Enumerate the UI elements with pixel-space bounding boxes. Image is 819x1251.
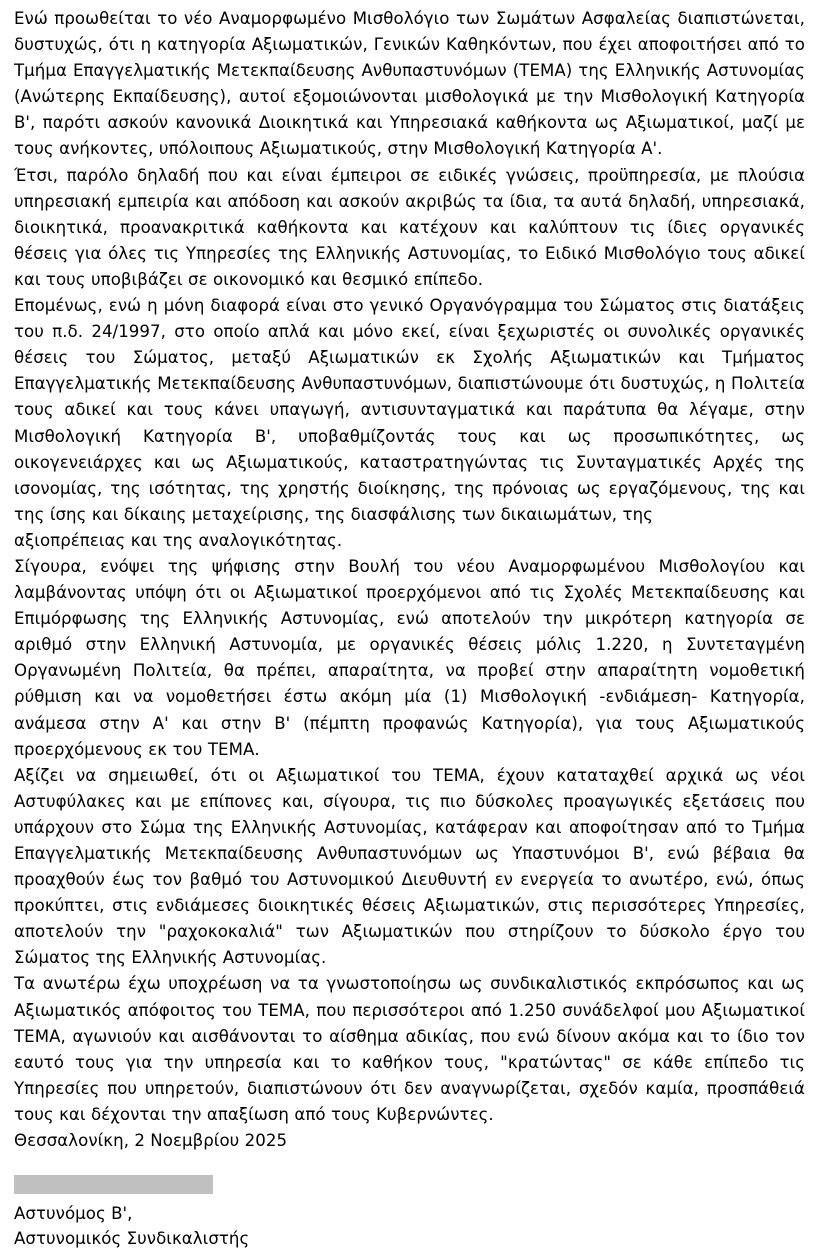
redacted-name-bar — [14, 1175, 213, 1194]
paragraph-2: Έτσι, παρόλο δηλαδή που και είναι έμπειροι σε ειδικές γνώσεις, προϋπηρεσία, με πλούσια υπηρεσιακή εμπειρία και απόδοση και ασκούν ακριβώς τα ίδια, τα αυτά δηλαδή, υπηρεσιακά, διοικητικά, προανακριτικά καθήκοντα και κατέχουν και καλύπτουν τις ίδιες οργανικές θέσεις για όλες τις Υπηρεσίες της Ελληνικής Αστυνομίας, το Ειδικό Μισθολόγιο τους αδικεί και τους υποβιβάζει σε οικονομικό και θεσμικό επίπεδο. — [14, 165, 805, 289]
signature-title-line-1: Αστυνόμος Β', — [14, 1204, 133, 1224]
paragraph-5: Αξίζει να σημειωθεί, ότι οι Αξιωματικοί του ΤΕΜΑ, έχουν καταταχθεί αρχικά ως νέοι Αστυφύλακες και με επίπονες και, σίγουρα, τις πιο δύσκολες προαγωγικές εξετάσεις που υπάρχουν στο Σώμα της Ελληνικής Αστυνομίας, κατάφεραν και αποφοίτησαν από το Τμήμα Επαγγελματικής Μετεκπαίδευσης Ανθυπαστυνόμων ως Υπαστυνόμοι Β', ενώ βέβαια θα προαχθούν έως τον βαθμό του Αστυνομικού Διευθυντή εν ενεργεία το ανωτέρο, ενώ, όπως προκύπτει, στις ενδιάμεσες διοικητικές θέσεις Αξιωματικών, στις περισσότερες Υπηρεσίες, αποτελούν την "ραχοκοκαλιά" των Αξιωματικών που στηρίζουν το δύσκολο έργο του Σώματος της Ελληνικής Αστυνομίας. — [14, 765, 805, 968]
paragraph-3 — [14, 293, 805, 554]
paragraph-3-body: Επομένως, ενώ η μόνη διαφορά είναι στο γενικό Οργανόγραμμα του Σώματος στις διατάξεις του π.δ. 24/1997, στο οποίο απλά και μόνο εκεί, είναι ξεχωριστές οι συνολικές οργανικές θέσεις του Σώματος, μεταξύ Αξιωματικών εκ Σχολής Αξιωματικών και Τμήματος Επαγγελματικής Μετεκπαίδευσης Ανθυπαστυνόμων, διαπιστώνουμε ότι δυστυχώς, η Πολιτεία τους αδικεί και τους κάνει υπαγωγή, αντισυνταγματικά και παράτυπα θα λέγαμε, στην Μισθολογική Κατηγορία Β', υποβαθμίζοντάς τους και ως προσωπικότητες, ως οικογενειάρχες και ως Αξιωματικούς, καταστρατηγώντας τις Συνταγματικές Αρχές της ισονομίας, της ισότητας, της χρηστής διοίκησης, της πρόνοιας ως εργαζόμενους, της και της ίσης και δίκαιης μεταχείρισης, της διασφάλισης των δικαιωμάτων, της — [14, 296, 805, 524]
signature-title-line-2: Αστυνομικός Συνδικαλιστής — [14, 1229, 250, 1249]
paragraph-6: Τα ανωτέρω έχω υποχρέωση να τα γνωστοποίησω ως συνδικαλιστικός εκπρόσωπος και ως Αξιωματικός απόφοιτος του ΤΕΜΑ, που περισσότεροι από 1.250 συνάδελφοί μου Αξιωματικοί ΤΕΜΑ, αγωνιούν και αισθάνονται το αίσθημα αδικίας, που ενώ δίνουν ακόμα και το ίδιο τον εαυτό τους για την υπηρεσία και το καθήκον τους, "κρατώντας" σε κάθε επίπεδο τις Υπηρεσίες που υπηρετούν, διαπιστώνουν ότι δεν αναγνωρίζεται, σχεδόν καμία, προσπάθειά τους και δέχονται την απαξίωση από τους Κυβερνώντες. — [14, 974, 805, 1124]
paragraph-4: Σίγουρα, ενόψει της ψήφισης στην Βουλή του νέου Αναμορφωμένου Μισθολογίου και λαμβάνοντας υπόψη ότι οι Αξιωματικοί προερχόμενοι από τις Σχολές Μετεκπαίδευσης και Επιμόρφωσης της Ελληνικής Αστυνομίας, ενώ αποτελούν την μικρότερη κατηγορία σε αριθμό στην Ελληνική Αστυνομία, με οργανικές θέσεις μόλις 1.220, η Συντεταγμένη Οργανωμένη Πολιτεία, θα πρέπει, απαραίτητα, να προβεί στην απαραίτητη νομοθετική ρύθμιση και να νομοθετήσει έστω ακόμη μία (1) Μισθολογική -ενδιάμεση- Κατηγορία, ανάμεσα στην Α' και στην Β' (πέμπτη προφανώς Κατηγορία), για τους Αξιωματικούς προερχόμενους εκ του ΤΕΜΑ. — [14, 556, 805, 759]
paragraph-1: Ενώ προωθείται το νέο Αναμορφωμένο Μισθολόγιο των Σωμάτων Ασφαλείας διαπιστώνεται, δυστυχώς, ότι η κατηγορία Αξιωματικών, Γενικών Καθηκόντων, που έχει αποφοιτήσει από το Τμήμα Επαγγελματικής Μετεκπαίδευσης Ανθυπαστυνόμων (ΤΕΜΑ) της Ελληνικής Αστυνομίας (Ανώτερης Εκπαίδευσης), αυτοί εξομοιώνονται μισθολογικά με την Μισθολογική Κατηγορία Β', παρότι ασκούν κανονικά Διοικητικά και Υπηρεσιακά καθήκοντα ως Αξιωματικοί, μαζί με τους ανήκοντες, υπόλοιπους Αξιωματικούς, στην Μισθολογική Κατηγορία Α'. — [14, 9, 805, 159]
dateline: Θεσσαλονίκη, 2 Νοεμβρίου 2025 — [14, 1131, 288, 1151]
paragraph-3-tail: αξιοπρέπειας και της αναλογικότητας. — [14, 530, 343, 550]
